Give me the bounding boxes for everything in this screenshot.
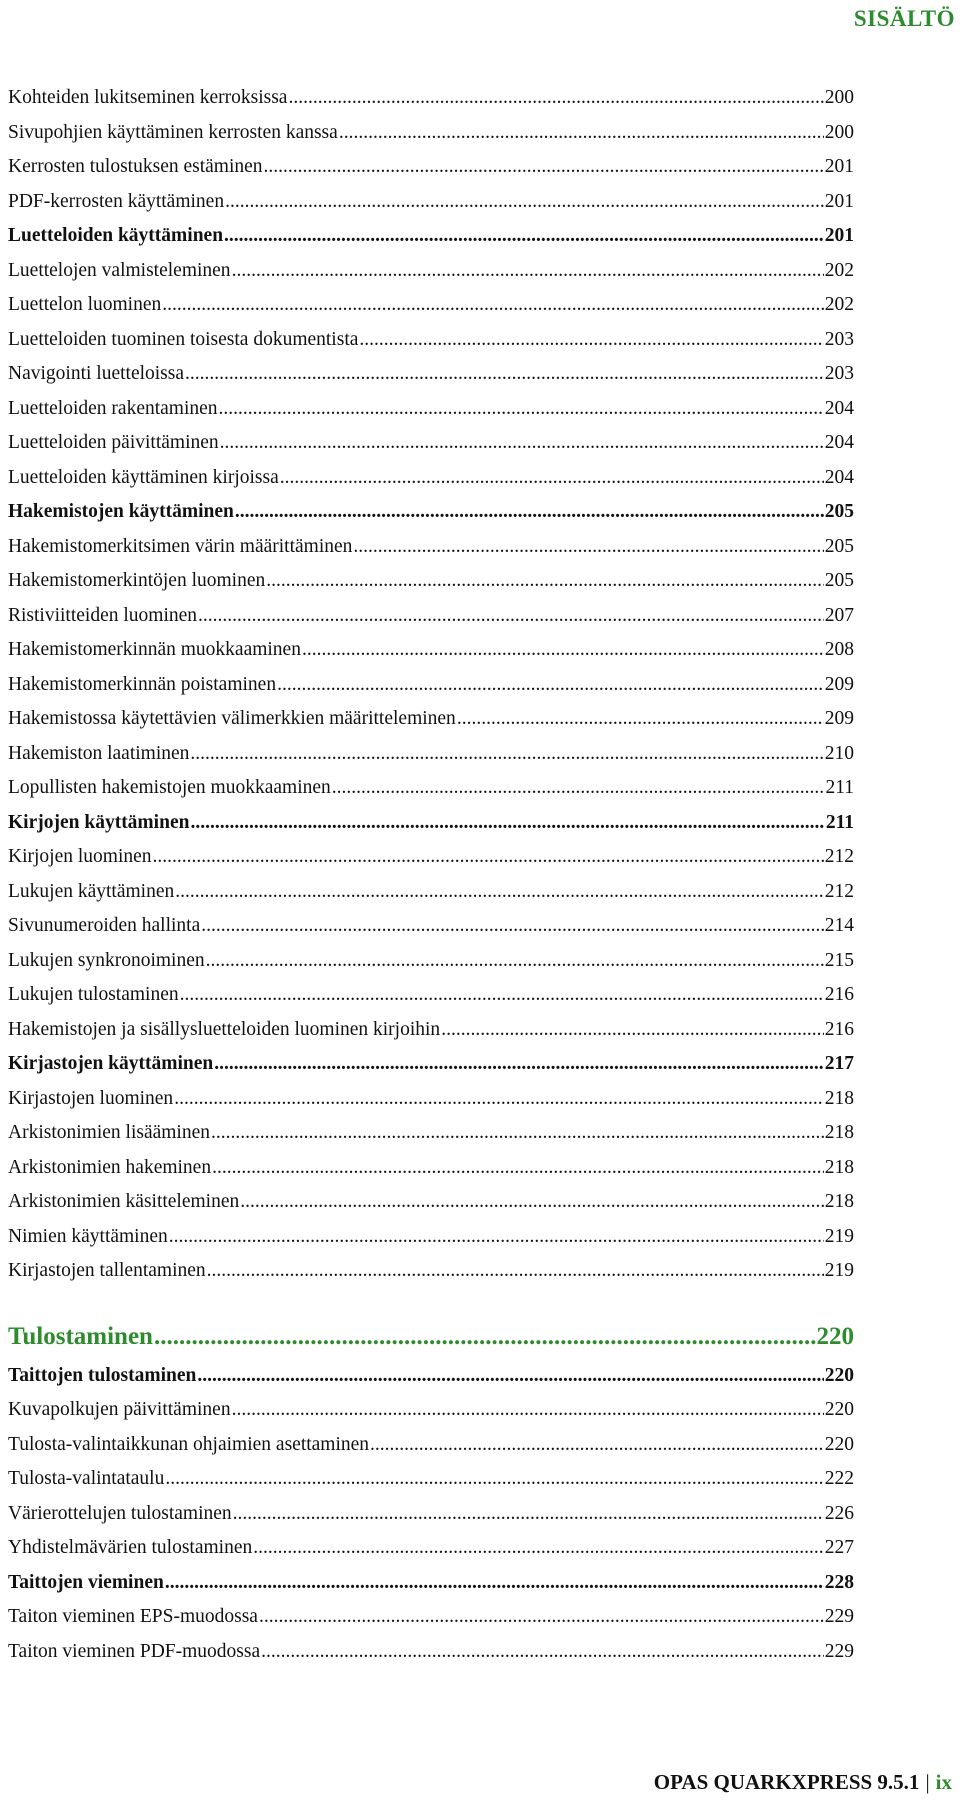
toc-entry-page: 201 (824, 225, 854, 246)
toc-entry-label: PDF-kerrosten käyttäminen (8, 190, 225, 212)
footer-page-number: ix (935, 1770, 952, 1794)
toc-leader-dots (190, 812, 824, 834)
toc-leader-dots (280, 467, 824, 489)
toc-entry-label: Arkistonimien hakeminen (8, 1156, 212, 1178)
toc-entry-label: Ristiviitteiden luominen (8, 604, 198, 626)
toc-entry-label: Lopullisten hakemistojen muokkaaminen (8, 777, 331, 798)
toc-entry[interactable] (8, 122, 854, 157)
toc-entry[interactable] (8, 467, 854, 502)
toc-entry[interactable] (8, 294, 854, 329)
toc-entry-label: Taiton vieminen EPS-muodossa (8, 1606, 258, 1627)
toc-entry-label: Kirjastojen luominen (8, 1087, 174, 1109)
toc-entry-label: Kohteiden lukitseminen kerroksissa (8, 87, 288, 108)
toc-entry-label: Kirjojen luominen (8, 846, 152, 867)
toc-leader-dots (332, 777, 825, 799)
toc-section-2 (8, 1365, 854, 1676)
toc-chapter-label: Tulostaminen (8, 1322, 153, 1350)
toc-entry-label: Hakemiston laatiminen (8, 742, 190, 764)
toc-entry-page: 209 (824, 708, 854, 729)
toc-entry-label: Arkistonimien lisääminen (8, 1122, 211, 1143)
toc-entry-page: 205 (824, 535, 854, 557)
toc-entry-page: 207 (824, 604, 854, 626)
toc-entry[interactable] (8, 156, 854, 191)
toc-entry-page: 217 (824, 1053, 854, 1074)
toc-section-entry[interactable] (8, 1053, 854, 1088)
toc-leader-dots (206, 950, 824, 972)
toc-chapter-page: 220 (816, 1322, 854, 1350)
toc-leader-dots (277, 674, 824, 696)
toc-leader-dots (353, 536, 823, 558)
toc-entry[interactable] (8, 743, 854, 778)
toc-entry-page: 209 (824, 673, 854, 695)
toc-entry-label: Kerrosten tulostuksen estäminen (8, 156, 263, 177)
toc-entry-page: 204 (824, 466, 854, 488)
toc-entry-page: 228 (824, 1571, 854, 1593)
toc-entry-page: 218 (824, 1122, 854, 1143)
footer-separator: | (925, 1770, 930, 1794)
toc-leader-dots (288, 87, 823, 109)
toc-leader-dots (253, 1537, 824, 1559)
toc-leader-dots (175, 881, 824, 903)
toc-entry[interactable] (8, 915, 854, 950)
toc-entry-label: Lukujen synkronoiminen (8, 949, 205, 971)
toc-entry[interactable] (8, 191, 854, 226)
toc-entry[interactable] (8, 536, 854, 571)
toc-leader-dots (153, 846, 824, 868)
toc-leader-dots (457, 708, 824, 730)
toc-entry-label: Luetteloiden käyttäminen (8, 225, 224, 246)
toc-entry-label: Taiton vieminen PDF-muodossa (8, 1640, 261, 1662)
toc-leader-dots (225, 191, 824, 213)
toc-entry[interactable] (8, 329, 854, 364)
toc-entry-label: Luetteloiden käyttäminen kirjoissa (8, 466, 279, 488)
toc-leader-dots (441, 1019, 824, 1041)
toc-entry-page: 205 (824, 501, 854, 522)
toc-entry[interactable] (8, 1226, 854, 1261)
toc-entry-label: Kirjastojen tallentaminen (8, 1260, 206, 1281)
toc-entry[interactable] (8, 1434, 854, 1469)
toc-entry-label: Arkistonimien käsitteleminen (8, 1191, 240, 1212)
table-of-contents (8, 87, 854, 1675)
toc-leader-dots (232, 260, 824, 282)
toc-entry[interactable] (8, 432, 854, 467)
toc-leader-dots (197, 1365, 823, 1387)
toc-leader-dots (233, 1503, 824, 1525)
toc-leader-dots (212, 1157, 824, 1179)
toc-entry-label: Hakemistojen käyttäminen (8, 501, 234, 522)
toc-entry-page: 211 (825, 777, 854, 798)
toc-section-1 (8, 87, 854, 1295)
toc-section-entry[interactable] (8, 812, 854, 847)
toc-entry-page: 200 (824, 87, 854, 108)
toc-section-entry[interactable] (8, 225, 854, 260)
toc-entry-label: Hakemistojen ja sisällysluetteloiden luominen kirjoihin (8, 1018, 441, 1040)
toc-entry-label: Navigointi luetteloissa (8, 363, 185, 384)
toc-entry[interactable] (8, 398, 854, 433)
toc-leader-dots (266, 570, 824, 592)
toc-entry-label: Hakemistossa käytettävien välimerkkien määritteleminen (8, 708, 456, 729)
toc-entry[interactable] (8, 1399, 854, 1434)
toc-entry-page: 215 (824, 949, 854, 971)
toc-entry-page: 205 (824, 570, 854, 591)
toc-entry-page: 203 (824, 328, 854, 350)
toc-section-entry[interactable] (8, 501, 854, 536)
toc-entry-label: Kirjastojen käyttäminen (8, 1053, 214, 1074)
toc-entry[interactable] (8, 881, 854, 916)
toc-leader-dots (339, 122, 824, 144)
toc-leader-dots (370, 1434, 824, 1456)
toc-leader-dots (162, 294, 823, 316)
toc-entry-page: 227 (824, 1537, 854, 1558)
toc-entry-page: 201 (824, 156, 854, 177)
toc-entry[interactable] (8, 363, 854, 398)
toc-entry[interactable] (8, 260, 854, 295)
toc-entry[interactable] (8, 1088, 854, 1123)
toc-entry[interactable] (8, 777, 854, 812)
toc-entry-label: Luetteloiden tuominen toisesta dokumentista (8, 328, 359, 350)
page-footer (654, 1770, 952, 1795)
toc-entry-page: 220 (824, 1364, 854, 1386)
toc-leader-dots (190, 743, 823, 765)
toc-entry-page: 218 (824, 1087, 854, 1109)
toc-section-entry[interactable] (8, 1572, 854, 1607)
toc-leader-dots (224, 225, 824, 247)
toc-entry-label: Hakemistomerkintöjen luominen (8, 570, 266, 591)
toc-entry-label: Luetteloiden päivittäminen (8, 432, 219, 453)
toc-leader-dots (154, 1323, 816, 1351)
toc-entry-page: 226 (824, 1502, 854, 1524)
toc-leader-dots (359, 329, 823, 351)
toc-entry-label: Hakemistomerkitsimen värin määrittäminen (8, 535, 353, 557)
toc-entry-page: 201 (824, 190, 854, 212)
toc-entry[interactable] (8, 1191, 854, 1226)
toc-entry[interactable] (8, 570, 854, 605)
toc-leader-dots (232, 1399, 824, 1421)
toc-leader-dots (198, 605, 824, 627)
toc-entry-page: 218 (824, 1191, 854, 1212)
toc-entry-label: Sivupohjien käyttäminen kerrosten kanssa (8, 121, 338, 143)
toc-entry-label: Lukujen käyttäminen (8, 880, 175, 902)
toc-leader-dots (180, 984, 824, 1006)
toc-leader-dots (165, 1468, 823, 1490)
toc-entry-page: 222 (824, 1468, 854, 1489)
toc-entry-label: Hakemistomerkinnän poistaminen (8, 673, 277, 695)
toc-entry-label: Taittojen vieminen (8, 1571, 164, 1593)
toc-entry-page: 202 (824, 294, 854, 315)
toc-entry[interactable] (8, 605, 854, 640)
toc-chapter-entry[interactable] (8, 1323, 854, 1365)
toc-entry-page: 216 (824, 1018, 854, 1040)
toc-entry-page: 219 (824, 1225, 854, 1247)
toc-leader-dots (207, 1260, 824, 1282)
toc-leader-dots (259, 1606, 824, 1628)
toc-entry-page: 220 (824, 1399, 854, 1420)
toc-entry-page: 219 (824, 1260, 854, 1281)
section-gap (8, 1295, 854, 1323)
toc-entry-label: Hakemistomerkinnän muokkaaminen (8, 639, 301, 660)
toc-leader-dots (185, 363, 824, 385)
toc-leader-dots (219, 398, 824, 420)
toc-entry[interactable] (8, 1606, 854, 1641)
toc-leader-dots (220, 432, 824, 454)
toc-entry[interactable] (8, 87, 854, 122)
toc-entry[interactable] (8, 1260, 854, 1295)
toc-entry-label: Tulosta-valintaikkunan ohjaimien asettaminen (8, 1433, 370, 1455)
toc-entry-page: 204 (824, 432, 854, 453)
toc-entry-page: 200 (824, 121, 854, 143)
toc-entry[interactable] (8, 674, 854, 709)
toc-entry-page: 229 (824, 1606, 854, 1627)
toc-entry-page: 203 (824, 363, 854, 384)
toc-leader-dots (240, 1191, 824, 1213)
toc-entry[interactable] (8, 950, 854, 985)
toc-entry[interactable] (8, 1503, 854, 1538)
toc-entry[interactable] (8, 1468, 854, 1503)
toc-entry-label: Kirjojen käyttäminen (8, 811, 190, 833)
toc-entry-page: 211 (825, 811, 854, 833)
toc-entry[interactable] (8, 708, 854, 743)
toc-entry[interactable] (8, 1122, 854, 1157)
toc-leader-dots (264, 156, 824, 178)
toc-entry[interactable] (8, 1157, 854, 1192)
toc-leader-dots (169, 1226, 824, 1248)
toc-entry-label: Taittojen tulostaminen (8, 1364, 197, 1386)
toc-entry-page: 208 (824, 639, 854, 660)
toc-entry[interactable] (8, 984, 854, 1019)
toc-entry-label: Sivunumeroiden hallinta (8, 915, 201, 936)
toc-leader-dots (201, 915, 823, 937)
toc-entry-page: 210 (824, 742, 854, 764)
toc-entry-label: Kuvapolkujen päivittäminen (8, 1399, 231, 1420)
toc-entry-page: 202 (824, 259, 854, 281)
toc-leader-dots (261, 1641, 824, 1663)
toc-entry[interactable] (8, 1019, 854, 1054)
toc-entry-label: Yhdistelmävärien tulostaminen (8, 1537, 253, 1558)
toc-entry-label: Luettelojen valmisteleminen (8, 259, 231, 281)
footer-title: OPAS QUARKXPRESS 9.5.1 (653, 1770, 920, 1794)
toc-leader-dots (174, 1088, 824, 1110)
toc-entry[interactable] (8, 1641, 854, 1676)
toc-leader-dots (235, 501, 824, 523)
toc-entry[interactable] (8, 639, 854, 674)
page-header-title: SISÄLTÖ (853, 6, 955, 31)
toc-entry-page: 220 (824, 1433, 854, 1455)
toc-entry-label: Luettelon luominen (8, 294, 162, 315)
toc-entry-label: Nimien käyttäminen (8, 1225, 168, 1247)
toc-entry-page: 212 (824, 880, 854, 902)
toc-entry-page: 216 (824, 984, 854, 1005)
toc-entry-label: Luetteloiden rakentaminen (8, 397, 218, 419)
toc-entry-page: 204 (824, 397, 854, 419)
toc-leader-dots (211, 1122, 824, 1144)
toc-section-entry[interactable] (8, 1365, 854, 1400)
toc-entry-page: 214 (824, 915, 854, 936)
toc-entry-label: Lukujen tulostaminen (8, 984, 179, 1005)
toc-leader-dots (165, 1572, 824, 1594)
toc-leader-dots (302, 639, 824, 661)
toc-leader-dots (214, 1053, 823, 1075)
toc-entry[interactable] (8, 1537, 854, 1572)
toc-entry-page: 229 (824, 1640, 854, 1662)
toc-entry-label: Tulosta-valintataulu (8, 1468, 165, 1489)
toc-entry[interactable] (8, 846, 854, 881)
toc-entry-page: 212 (824, 846, 854, 867)
toc-entry-page: 218 (824, 1156, 854, 1178)
toc-entry-label: Värierottelujen tulostaminen (8, 1502, 232, 1524)
